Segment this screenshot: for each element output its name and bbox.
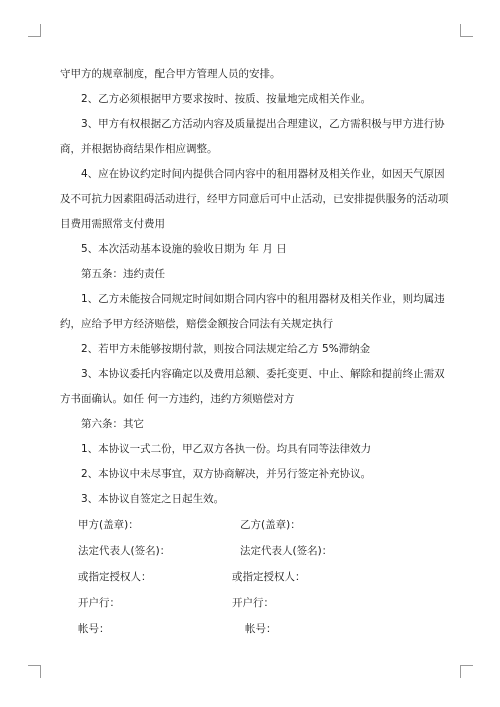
paragraph-line: 2、乙方必须根据甲方要求按时、按质、按量地完成相关作业。 [81,93,372,105]
signature-label-party-b: 乙方(盖章)： [240,519,301,531]
signature-label-party-a: 或指定授权人： [78,571,152,583]
paragraph-line: 目费用需照常支付费用 [60,218,165,230]
paragraph-line: 及不可抗力因素阻碍活动进行，经甲方同意后可中止活动，已安排提供服务的活动项 [60,193,449,205]
signature-label-party-a: 甲方(盖章)： [78,519,139,531]
paragraph-line: 3、本协议自签定之日起生效。 [81,493,225,505]
signature-label-party-b: 法定代表人(签名)： [240,545,333,557]
document-body [60,62,449,642]
paragraph-line: 第六条：其它 [81,418,144,430]
signature-label-party-a: 法定代表人(签名)： [78,545,171,557]
paragraph-line: 3、甲方有权根据乙方活动内容及质量提出合理建议，乙方需积极与甲方进行协 [81,118,445,130]
crop-mark-top-left [28,24,41,37]
signature-label-party-b: 开户行： [232,597,274,609]
signature-row [60,512,445,538]
paragraph-line: 5、本次活动基本设施的验收日期为 年 月 日 [81,243,287,255]
paragraph-line: 2、若甲方未能够按期付款，则按合同法规定给乙方 5%滞纳金 [81,343,371,355]
signature-label-party-b: 帐号： [245,623,277,635]
signature-row [60,590,445,616]
signature-row [60,616,445,642]
paragraph-line: 方书面确认。如任 何一方违约，违约方须赔偿对方 [60,393,295,405]
signature-label-party-a: 帐号： [78,623,110,635]
crop-mark-top-right [460,24,473,37]
paragraph-line: 2、本协议中未尽事宜，双方协商解决，并另行签定补充协议。 [81,468,372,480]
signature-row [60,538,445,564]
paragraph-line: 1、本协议一式二份，甲乙双方各执一份。均具有同等法律效力 [81,443,372,455]
paragraph-line: 守甲方的规章制度，配合甲方管理人员的安排。 [60,68,281,80]
signature-row [60,564,445,590]
signature-label-party-a: 开户行： [78,597,120,609]
crop-mark-bottom-right [460,665,473,678]
signature-label-party-b: 或指定授权人： [232,571,306,583]
paragraph-line: 4、应在协议约定时间内提供合同内容中的租用器材及相关作业，如因天气原因 [81,168,445,180]
paragraph-line: 3、本协议委托内容确定以及费用总额、委托变更、中止、解除和提前终止需双 [81,368,445,380]
paragraph-line: 第五条：违约责任 [81,268,165,280]
crop-mark-bottom-left [28,665,41,678]
paragraph-line: 约，应给予甲方经济赔偿，赔偿金额按合同法有关规定执行 [60,318,333,330]
paragraph-line: 商，并根据协商结果作相应调整。 [60,143,218,155]
paragraph-line: 1、乙方未能按合同规定时间如期合同内容中的租用器材及相关作业，则均属违 [81,293,445,305]
